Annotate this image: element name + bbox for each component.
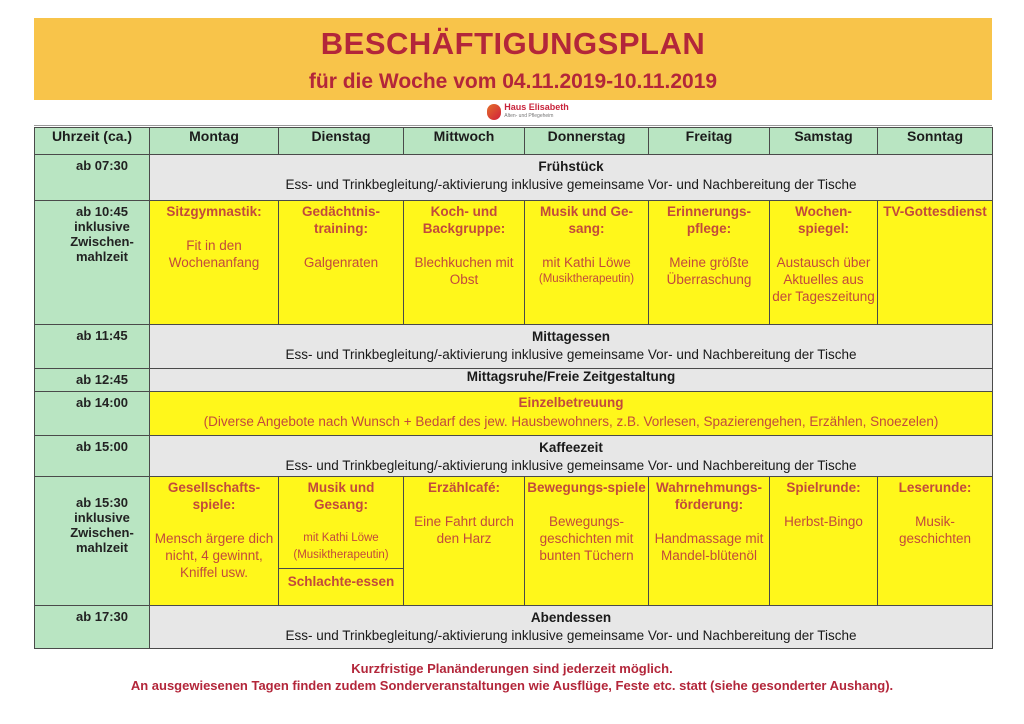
activity-cell-tuesday [279, 477, 404, 606]
activity-desc: Handmassage mit Mandel-blütenöl [654, 531, 764, 563]
activity-title: Einzelbetreuung [518, 395, 624, 410]
activity-desc: mit Kathi Löwe [542, 255, 631, 270]
activity-desc: Bewegungs-geschichten mit bunten Tüchern [539, 514, 634, 563]
col-header-saturday: Samstag [770, 128, 878, 155]
meal-title: Kaffeezeit [539, 440, 603, 455]
activity-cell-wednesday [404, 201, 525, 325]
col-header-sunday: Sonntag [878, 128, 993, 155]
activity-cell-monday [150, 201, 279, 325]
meal-cell [150, 436, 993, 477]
time-cell: ab 12:45 [35, 369, 150, 392]
col-header-wednesday: Mittwoch [404, 128, 525, 155]
activity-cell-saturday [770, 477, 878, 606]
col-header-monday: Montag [150, 128, 279, 155]
activity-desc: Galgenraten [303, 255, 379, 270]
activity-title: Wochen-spiegel: [795, 204, 852, 236]
page-title: BESCHÄFTIGUNGSPLAN [320, 26, 706, 61]
header-row [35, 128, 993, 155]
footer-line-1: Kurzfristige Planänderungen sind jederzeit möglich. [351, 661, 673, 676]
time-cell: ab 15:00 [35, 436, 150, 477]
row-rest [35, 369, 993, 392]
logo [487, 103, 569, 121]
activity-desc: Austausch über Aktuelles aus der Tageszeitung [772, 255, 875, 304]
activity-title: TV-Gottesdienst [883, 204, 987, 219]
activity-cell-sunday [878, 201, 993, 325]
week-subtitle: für die Woche vom 04.11.2019-10.11.2019 [308, 70, 718, 93]
meal-note: Ess- und Trinkbegleitung/-aktivierung inklusive gemeinsame Vor- und Nachbereitung der Tische [285, 628, 857, 643]
activity-cell-friday [649, 477, 770, 606]
activity-desc: Musik-geschichten [898, 514, 972, 546]
col-header-friday: Freitag [649, 128, 770, 155]
activity-split-top [279, 479, 403, 569]
activity-desc: Meine größte Überraschung [666, 255, 752, 287]
meal-title: Abendessen [530, 610, 612, 625]
activity-cell-monday [150, 477, 279, 606]
individual-care-cell [150, 392, 993, 436]
time-cell: ab 10:45 inklusive Zwischen-mahlzeit [35, 201, 150, 325]
activity-title: Wahrnehmungs-förderung: [656, 480, 762, 512]
heart-logo-icon [487, 104, 501, 120]
activity-desc: Mensch ärgere dich nicht, 4 gewinnt, Kniffel usw. [154, 531, 274, 580]
row-dinner [35, 606, 993, 649]
rest-cell: Mittagsruhe/Freie Zeitgestaltung [150, 369, 993, 392]
activity-cell-friday [649, 201, 770, 325]
activity-title: Sitzgymnastik: [166, 204, 262, 219]
meal-note: Ess- und Trinkbegleitung/-aktivierung inklusive gemeinsame Vor- und Nachbereitung der Tische [285, 347, 857, 362]
meal-cell [150, 155, 993, 201]
row-coffee [35, 436, 993, 477]
activity-cell-thursday [525, 201, 649, 325]
header-banner [34, 18, 992, 100]
row-morning-activities [35, 201, 993, 325]
meal-title: Mittagessen [531, 329, 611, 344]
activity-title: Gedächtnis-training: [301, 204, 380, 236]
col-header-tuesday: Dienstag [279, 128, 404, 155]
activity-extra: Schlachte-essen [287, 574, 395, 589]
col-header-thursday: Donnerstag [525, 128, 649, 155]
logo-bar [34, 100, 992, 126]
activity-title: Musik und Gesang: [307, 480, 375, 512]
logo-subtitle: Alten- und Pflegeheim [504, 113, 554, 119]
footer-notes [0, 660, 1024, 694]
activity-cell-sunday [878, 477, 993, 606]
schedule-table [34, 127, 993, 649]
time-cell: ab 14:00 [35, 392, 150, 436]
time-cell: ab 15:30 inklusive Zwischen-mahlzeit [35, 477, 150, 606]
activity-cell-saturday [770, 201, 878, 325]
row-lunch [35, 325, 993, 369]
activity-title: Spielrunde: [786, 480, 861, 495]
time-cell: ab 07:30 [35, 155, 150, 201]
activity-cell-wednesday [404, 477, 525, 606]
activity-cell-thursday [525, 477, 649, 606]
activity-title: Erinnerungs-pflege: [666, 204, 751, 236]
time-cell: ab 17:30 [35, 606, 150, 649]
activity-title: Erzählcafé: [427, 480, 501, 495]
activity-title: Gesellschafts-spiele: [167, 480, 261, 512]
activity-desc: Blechkuchen mit Obst [414, 255, 514, 287]
activity-note: (Musiktherapeutin) [538, 273, 635, 285]
row-afternoon-activities [35, 477, 993, 606]
activity-title: Leserunde: [898, 480, 972, 495]
activity-cell-tuesday [279, 201, 404, 325]
activity-desc: mit Kathi Löwe [303, 532, 379, 544]
meal-cell [150, 325, 993, 369]
col-header-time: Uhrzeit (ca.) [35, 128, 150, 155]
activity-desc: Fit in den Wochenanfang [168, 238, 260, 270]
meal-cell [150, 606, 993, 649]
activity-desc: Herbst-Bingo [784, 514, 863, 529]
activity-desc: (Diverse Angebote nach Wunsch + Bedarf des jew. Hausbewohners, z.B. Vorlesen, Spazierengehen, Erzählen, Snoezelen) [203, 414, 939, 429]
meal-note: Ess- und Trinkbegleitung/-aktivierung inklusive gemeinsame Vor- und Nachbereitung der Tische [285, 177, 857, 192]
row-individual-care [35, 392, 993, 436]
activity-desc: Eine Fahrt durch den Harz [414, 514, 514, 546]
activity-title: Musik und Ge-sang: [539, 204, 633, 236]
activity-title: Bewegungs-spiele [527, 480, 646, 495]
row-breakfast [35, 155, 993, 201]
footer-line-2: An ausgewiesenen Tagen finden zudem Sonderveranstaltungen wie Ausflüge, Feste etc. statt (siehe gesonderter Aushang). [130, 678, 894, 693]
activity-title: Koch- und Backgruppe: [422, 204, 506, 236]
time-cell: ab 11:45 [35, 325, 150, 369]
activity-note: (Musiktherapeutin) [293, 549, 389, 561]
meal-title: Frühstück [538, 159, 604, 174]
meal-note: Ess- und Trinkbegleitung/-aktivierung inklusive gemeinsame Vor- und Nachbereitung der Tische [285, 458, 857, 473]
logo-name: Haus Elisabeth [504, 102, 569, 112]
